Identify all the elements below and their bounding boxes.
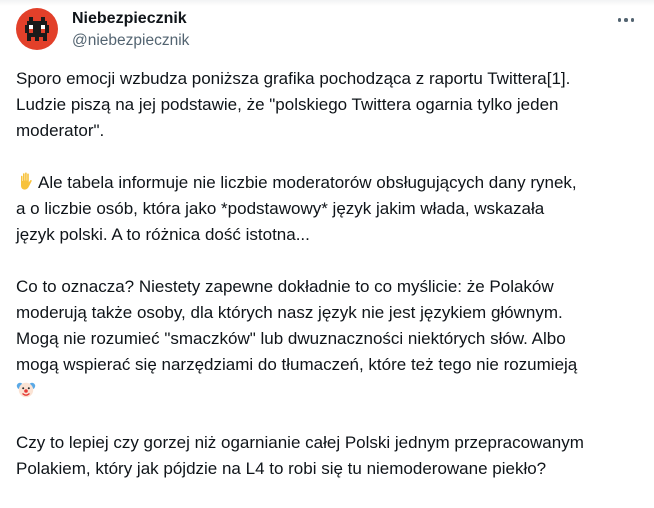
text-line: moderują także osoby, dla których nasz język nie jest językiem głównym.: [16, 303, 563, 322]
avatar[interactable]: [16, 8, 58, 50]
text-line: a o liczbie osób, która jako *podstawowy* język jakim włada, wskazała: [16, 199, 545, 218]
text-line: Czy to lepiej czy gorzej niż ogarnianie całej Polski jednym przepracowanym: [16, 433, 584, 452]
paragraph-2: [16, 170, 646, 248]
paragraph-1: [16, 66, 646, 144]
pixel-invader-logo-icon: [23, 15, 51, 43]
text-line: Co to oznacza? Niestety zapewne dokładnie to co myślicie: że Polaków: [16, 277, 554, 296]
paragraph-4: [16, 430, 646, 482]
clown-face-icon: [16, 379, 36, 399]
raised-hand-icon: [16, 171, 36, 191]
text-line: język polski. A to różnica dość istotna...: [16, 225, 310, 244]
text-line: Mogą nie rozumieć "smaczków" lub dwuznaczności niektórych słów. Albo: [16, 329, 566, 348]
paragraph-3: [16, 274, 646, 404]
top-edge: [0, 0, 654, 6]
text-line: Ludzie piszą na jej podstawie, że "polskiego Twittera ogarnia tylko jeden: [16, 95, 559, 114]
more-icon[interactable]: [612, 8, 640, 32]
text-line: Sporo emocji wzbudza poniższa grafika pochodząca z raportu Twittera[1].: [16, 69, 571, 88]
author-handle[interactable]: @niebezpiecznik: [72, 32, 190, 49]
author-name[interactable]: Niebezpiecznik: [72, 10, 187, 27]
text-line: [16, 378, 646, 404]
text-line: Polakiem, który jak pójdzie na L4 to robi się tu niemoderowane piekło?: [16, 459, 547, 478]
text-line: moderator".: [16, 121, 105, 140]
text-line: [16, 170, 646, 196]
text-line-content: Ale tabela informuje nie liczbie moderatorów obsługujących dany rynek,: [38, 173, 577, 192]
text-line: mogą wspierać się narzędziami do tłumaczeń, które też tego nie rozumieją: [16, 355, 578, 374]
tweet-text: [16, 66, 646, 508]
